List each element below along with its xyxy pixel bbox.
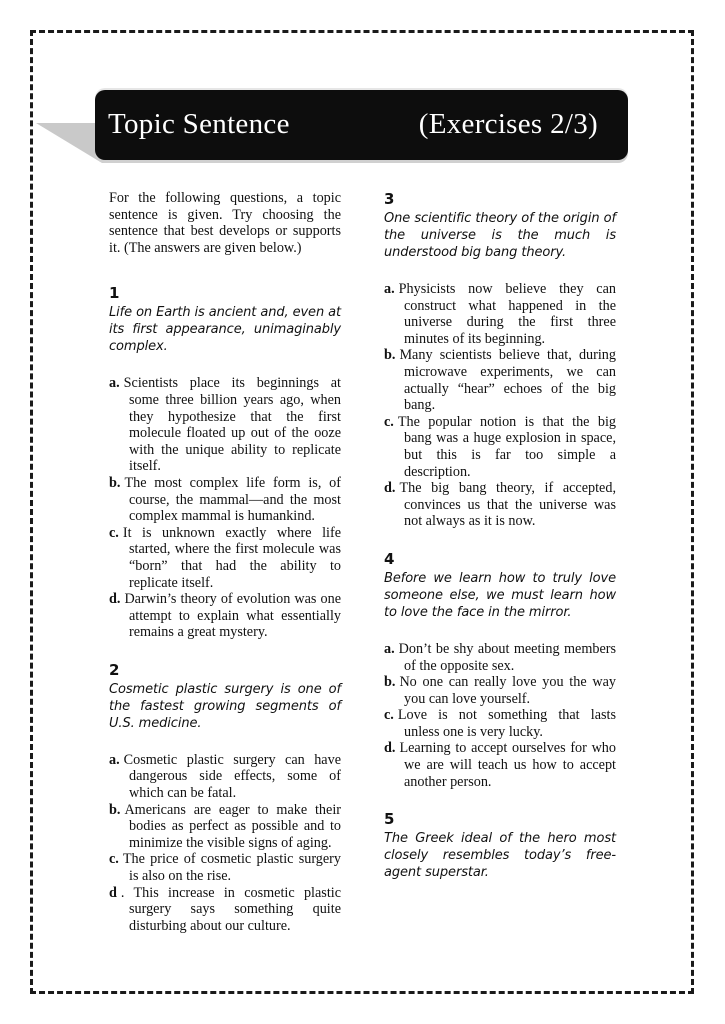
answer-options: [109, 375, 341, 641]
option-c: [384, 414, 616, 480]
option-text: The price of cosmetic plastic surgery is also on the rise.: [122, 851, 341, 885]
answer-options: [384, 641, 616, 790]
option-text: Physicists now believe they can construct what happened in the universe during the first three minutes of its beginning.: [398, 281, 616, 347]
option-text: Americans are eager to make their bodies as perfect as possible and to minimize the visible signs of aging.: [124, 801, 341, 851]
topic-sentence: The Greek ideal of the hero most closely resembles today’s free-agent superstar.: [384, 831, 616, 881]
answer-options: [109, 752, 341, 935]
option-a: [384, 641, 616, 674]
topic-sentence: Life on Earth is ancient and, even at its first appearance, unimaginably complex.: [109, 305, 341, 355]
option-letter: b.: [384, 674, 396, 691]
option-b: [384, 347, 616, 413]
option-c: [109, 525, 341, 591]
option-letter: d.: [384, 480, 396, 497]
topic-sentence: Before we learn how to truly love someone else, we must learn how to love the face in the mirror.: [384, 570, 616, 620]
option-d: [384, 740, 616, 790]
intro-text: For the following questions, a topic sentence is given. Try choosing the sentence that best develops or supports it. (The answers are given below.): [109, 190, 341, 256]
option-text: Don’t be shy about meeting members of the opposite sex.: [398, 640, 616, 674]
question-number: 1: [109, 284, 120, 303]
right-column: [384, 190, 616, 901]
option-d: [109, 885, 341, 935]
option-b: [109, 475, 341, 525]
option-letter: b.: [109, 474, 121, 491]
question-2: [109, 661, 341, 935]
option-text: Cosmetic plastic surgery can have dangerous side effects, some of which can be fatal.: [123, 751, 341, 802]
question-number: 4: [384, 549, 395, 568]
option-letter: d.: [384, 740, 396, 757]
option-letter: d: [109, 884, 117, 901]
option-letter: c.: [109, 851, 119, 868]
question-number: 2: [109, 660, 120, 679]
option-d: [109, 591, 341, 641]
option-letter: a.: [109, 751, 120, 768]
option-a: [384, 281, 616, 347]
option-letter: c.: [384, 707, 394, 724]
option-text: Darwin’s theory of evolution was one attempt to explain what essentially remains a great mystery.: [124, 591, 341, 641]
option-b: [109, 802, 341, 852]
page-title: Topic Sentence: [108, 108, 290, 140]
option-text: The most complex life form is, of course, the mammal—and the most complex mammal is humankind.: [124, 474, 341, 525]
topic-sentence: One scientific theory of the origin of the universe is the much is understood big bang theory.: [384, 211, 616, 260]
option-c: [384, 707, 616, 740]
option-text: It is unknown exactly where life started, where the first molecule was “born” that had the ability to replicate itself.: [122, 524, 341, 591]
option-text: No one can really love you the way you can love yourself.: [399, 674, 616, 707]
question-4: [384, 550, 616, 790]
question-number: 3: [384, 190, 395, 208]
exercise-counter: (Exercises 2/3): [418, 108, 598, 140]
option-letter: d.: [109, 591, 121, 608]
option-letter: b.: [384, 347, 396, 364]
option-text: Many scientists believe that, during microwave experiments, we can actually “hear” echoes of the big bang.: [399, 347, 616, 414]
option-b: [384, 674, 616, 707]
option-text: . This increase in cosmetic plastic surgery says something quite disturbing about our culture.: [120, 884, 341, 934]
option-a: [109, 752, 341, 802]
option-d: [384, 480, 616, 530]
option-letter: c.: [384, 413, 394, 430]
option-text: The big bang theory, if accepted, convinces us that the universe was not always as it is now.: [399, 480, 616, 530]
question-5: [384, 810, 616, 881]
option-a: [109, 375, 341, 475]
option-text: Scientists place its beginnings at some three billion years ago, when they hypothesize that the first molecule floated up out of the ooze with the unique ability to replicate itself.: [123, 375, 341, 475]
option-text: Learning to accept ourselves for who we are will teach us how to accept another person.: [399, 740, 616, 790]
option-letter: a.: [384, 281, 395, 297]
question-number: 5: [384, 810, 395, 829]
option-text: The popular notion is that the big bang was a huge explosion in space, but this is far too simple a description.: [397, 413, 616, 480]
option-letter: a.: [384, 640, 395, 657]
header-banner: [95, 90, 628, 160]
question-1: [109, 284, 341, 641]
option-c: [109, 851, 341, 884]
answer-options: [384, 281, 616, 530]
left-column: [109, 190, 341, 954]
option-letter: c.: [109, 524, 119, 541]
topic-sentence: Cosmetic plastic surgery is one of the fastest growing segments of U.S. medicine.: [109, 681, 341, 731]
question-3: [384, 190, 616, 530]
option-letter: a.: [109, 375, 120, 392]
option-text: Love is not something that lasts unless one is very lucky.: [397, 707, 616, 740]
option-letter: b.: [109, 801, 121, 818]
